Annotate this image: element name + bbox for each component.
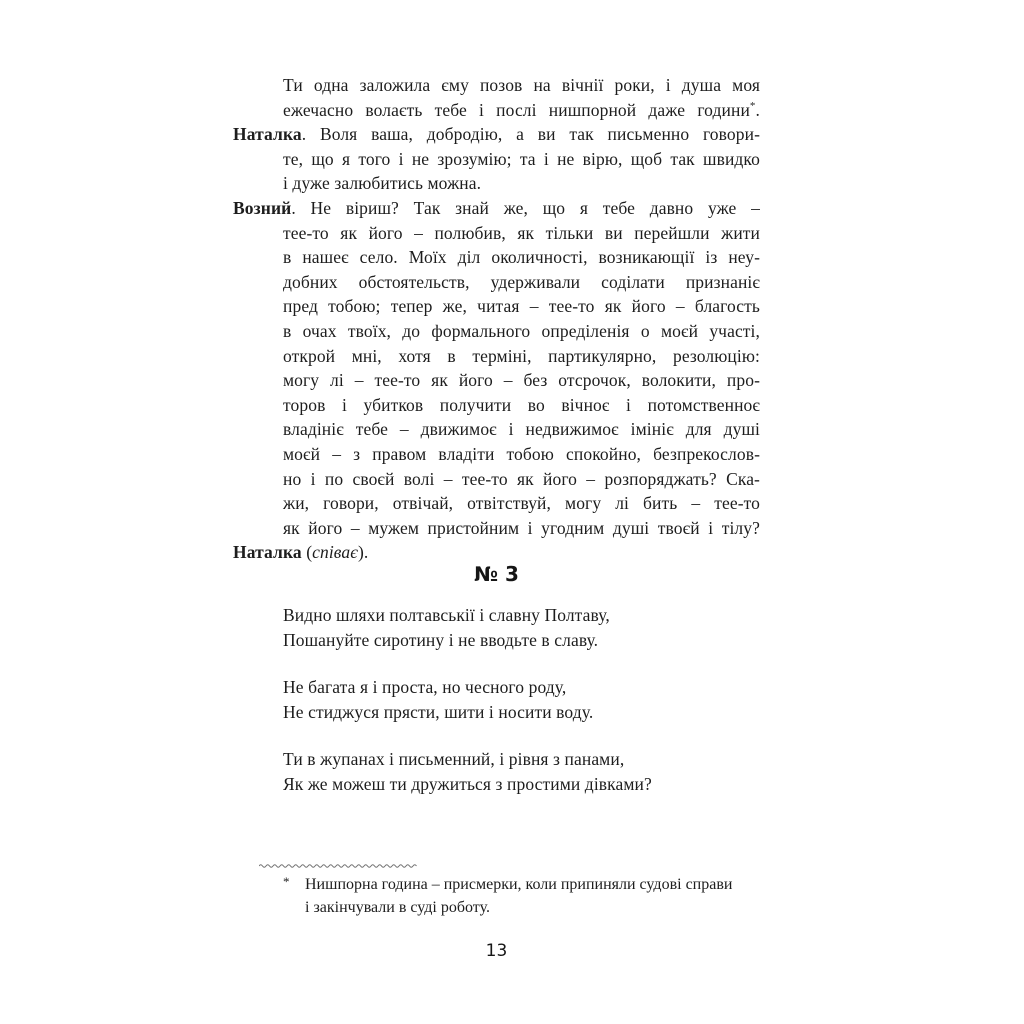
page-number: 13 (485, 941, 508, 961)
dialogue-text: моєй – з правом владіти тобою спокойно, безпрекослов- (283, 443, 760, 464)
stage-direction-close: ). (357, 542, 369, 563)
speaker-name: Наталка (233, 124, 302, 145)
dialogue-line (233, 491, 760, 516)
dialogue-line (233, 393, 760, 418)
verse-line: Видно шляхи полтавськії і славну Полтаву, (283, 605, 610, 625)
verse-line: Як же можеш ти дружиться з простими дівками? (283, 773, 652, 794)
dialogue-line (233, 344, 760, 369)
dialogue-line (233, 98, 760, 123)
dialogue-line (233, 467, 760, 492)
wavy-separator (259, 862, 419, 870)
dialogue-text: . Воля ваша, добродію, а ви так письменно говори- (301, 124, 760, 145)
verse-line: Не багата я і проста, но чесного роду, (283, 677, 567, 698)
dialogue-text: Ти одна заложила єму позов на вічнії роки, і душа моя (283, 75, 760, 95)
dialogue-text: жи, говори, отвічай, отвітствуй, могу лі бить – тее-то (283, 493, 760, 514)
dialogue-line (233, 319, 760, 344)
verse-line: Ти в жупанах і письменний, і рівня з панами, (283, 749, 625, 770)
dialogue-line (233, 270, 760, 295)
dialogue-line (233, 147, 760, 172)
dialogue-line (233, 122, 760, 147)
dialogue-text: но і по своєй волі – тее-то як його – розпоряджать? Ска- (283, 468, 760, 489)
song-stanza (283, 603, 652, 652)
dialogue-text: ежечасно волаєть тебе і послі нишпорной даже години (283, 99, 750, 120)
verse-line: Не стиджуся прясти, шити і носити воду. (283, 701, 594, 722)
stage-direction-open: ( (301, 542, 313, 563)
dialogue-text: владініє тебе – движимоє і недвижимоє імініє для душі (283, 419, 760, 440)
footnote-text-line: Нишпорна година – присмерки, коли припиняли судові справи (305, 876, 733, 893)
dialogue-text: і дуже залюбитись можна. (283, 173, 482, 194)
dialogue-text: те, що я того і не зрозумію; та і не вірю, щоб так швидко (283, 148, 760, 169)
dialogue-text: пред тобою; тепер же, читая – тее-то як його – благость (283, 296, 760, 317)
song-stanza (283, 675, 652, 724)
song-stanza (283, 747, 652, 796)
dialogue-line (233, 368, 760, 393)
dialogue-text: могу лі – тее-то як його – без отсрочок, волокити, про- (283, 370, 760, 391)
dialogue-line (233, 73, 760, 98)
dialogue-text: . (755, 99, 760, 120)
dialogue-line (233, 171, 760, 196)
dialogue-text: открой мні, хотя в терміні, партикулярно, резолюцію: (283, 345, 760, 366)
dialogue-line (233, 245, 760, 270)
dialogue-text: в очах твоїх, до формального опреділенія о моєй участі, (283, 320, 760, 341)
dialogue-text: торов і убитков получити во вічноє і потомственноє (283, 394, 760, 415)
speaker-name: Наталка (233, 542, 302, 563)
dialogue-text: . Не віриш? Так знай же, що я тебе давно уже – (291, 197, 760, 218)
dialogue-block (233, 73, 760, 565)
song-number-heading: № 3 (474, 562, 519, 586)
dialogue-line (233, 221, 760, 246)
dialogue-text: як його – мужем пристойним і угодним душі твоєй і тілу? (283, 517, 760, 538)
dialogue-text: тее-то як його – полюбив, як тільки ви перейшли жити (283, 222, 760, 243)
footnote-reference: * (749, 99, 756, 112)
footnote-marker: * (283, 874, 290, 889)
song-block (283, 603, 652, 820)
dialogue-line (233, 417, 760, 442)
stage-direction: співає (312, 542, 358, 563)
dialogue-line (233, 516, 760, 541)
dialogue-line (233, 442, 760, 467)
dialogue-text: добних обстоятельств, удерживали соділати признаніє (283, 271, 760, 292)
footnote-text-line: і закінчували в суді роботу. (305, 898, 490, 916)
dialogue-line (233, 294, 760, 319)
footnote (283, 874, 775, 919)
dialogue-line (233, 196, 760, 221)
dialogue-text: в нашеє село. Моїх діл околичності, возникающії із неу- (283, 247, 760, 268)
speaker-name: Возний (233, 197, 292, 218)
verse-line: Пошануйте сиротину і не вводьте в славу. (283, 629, 599, 650)
